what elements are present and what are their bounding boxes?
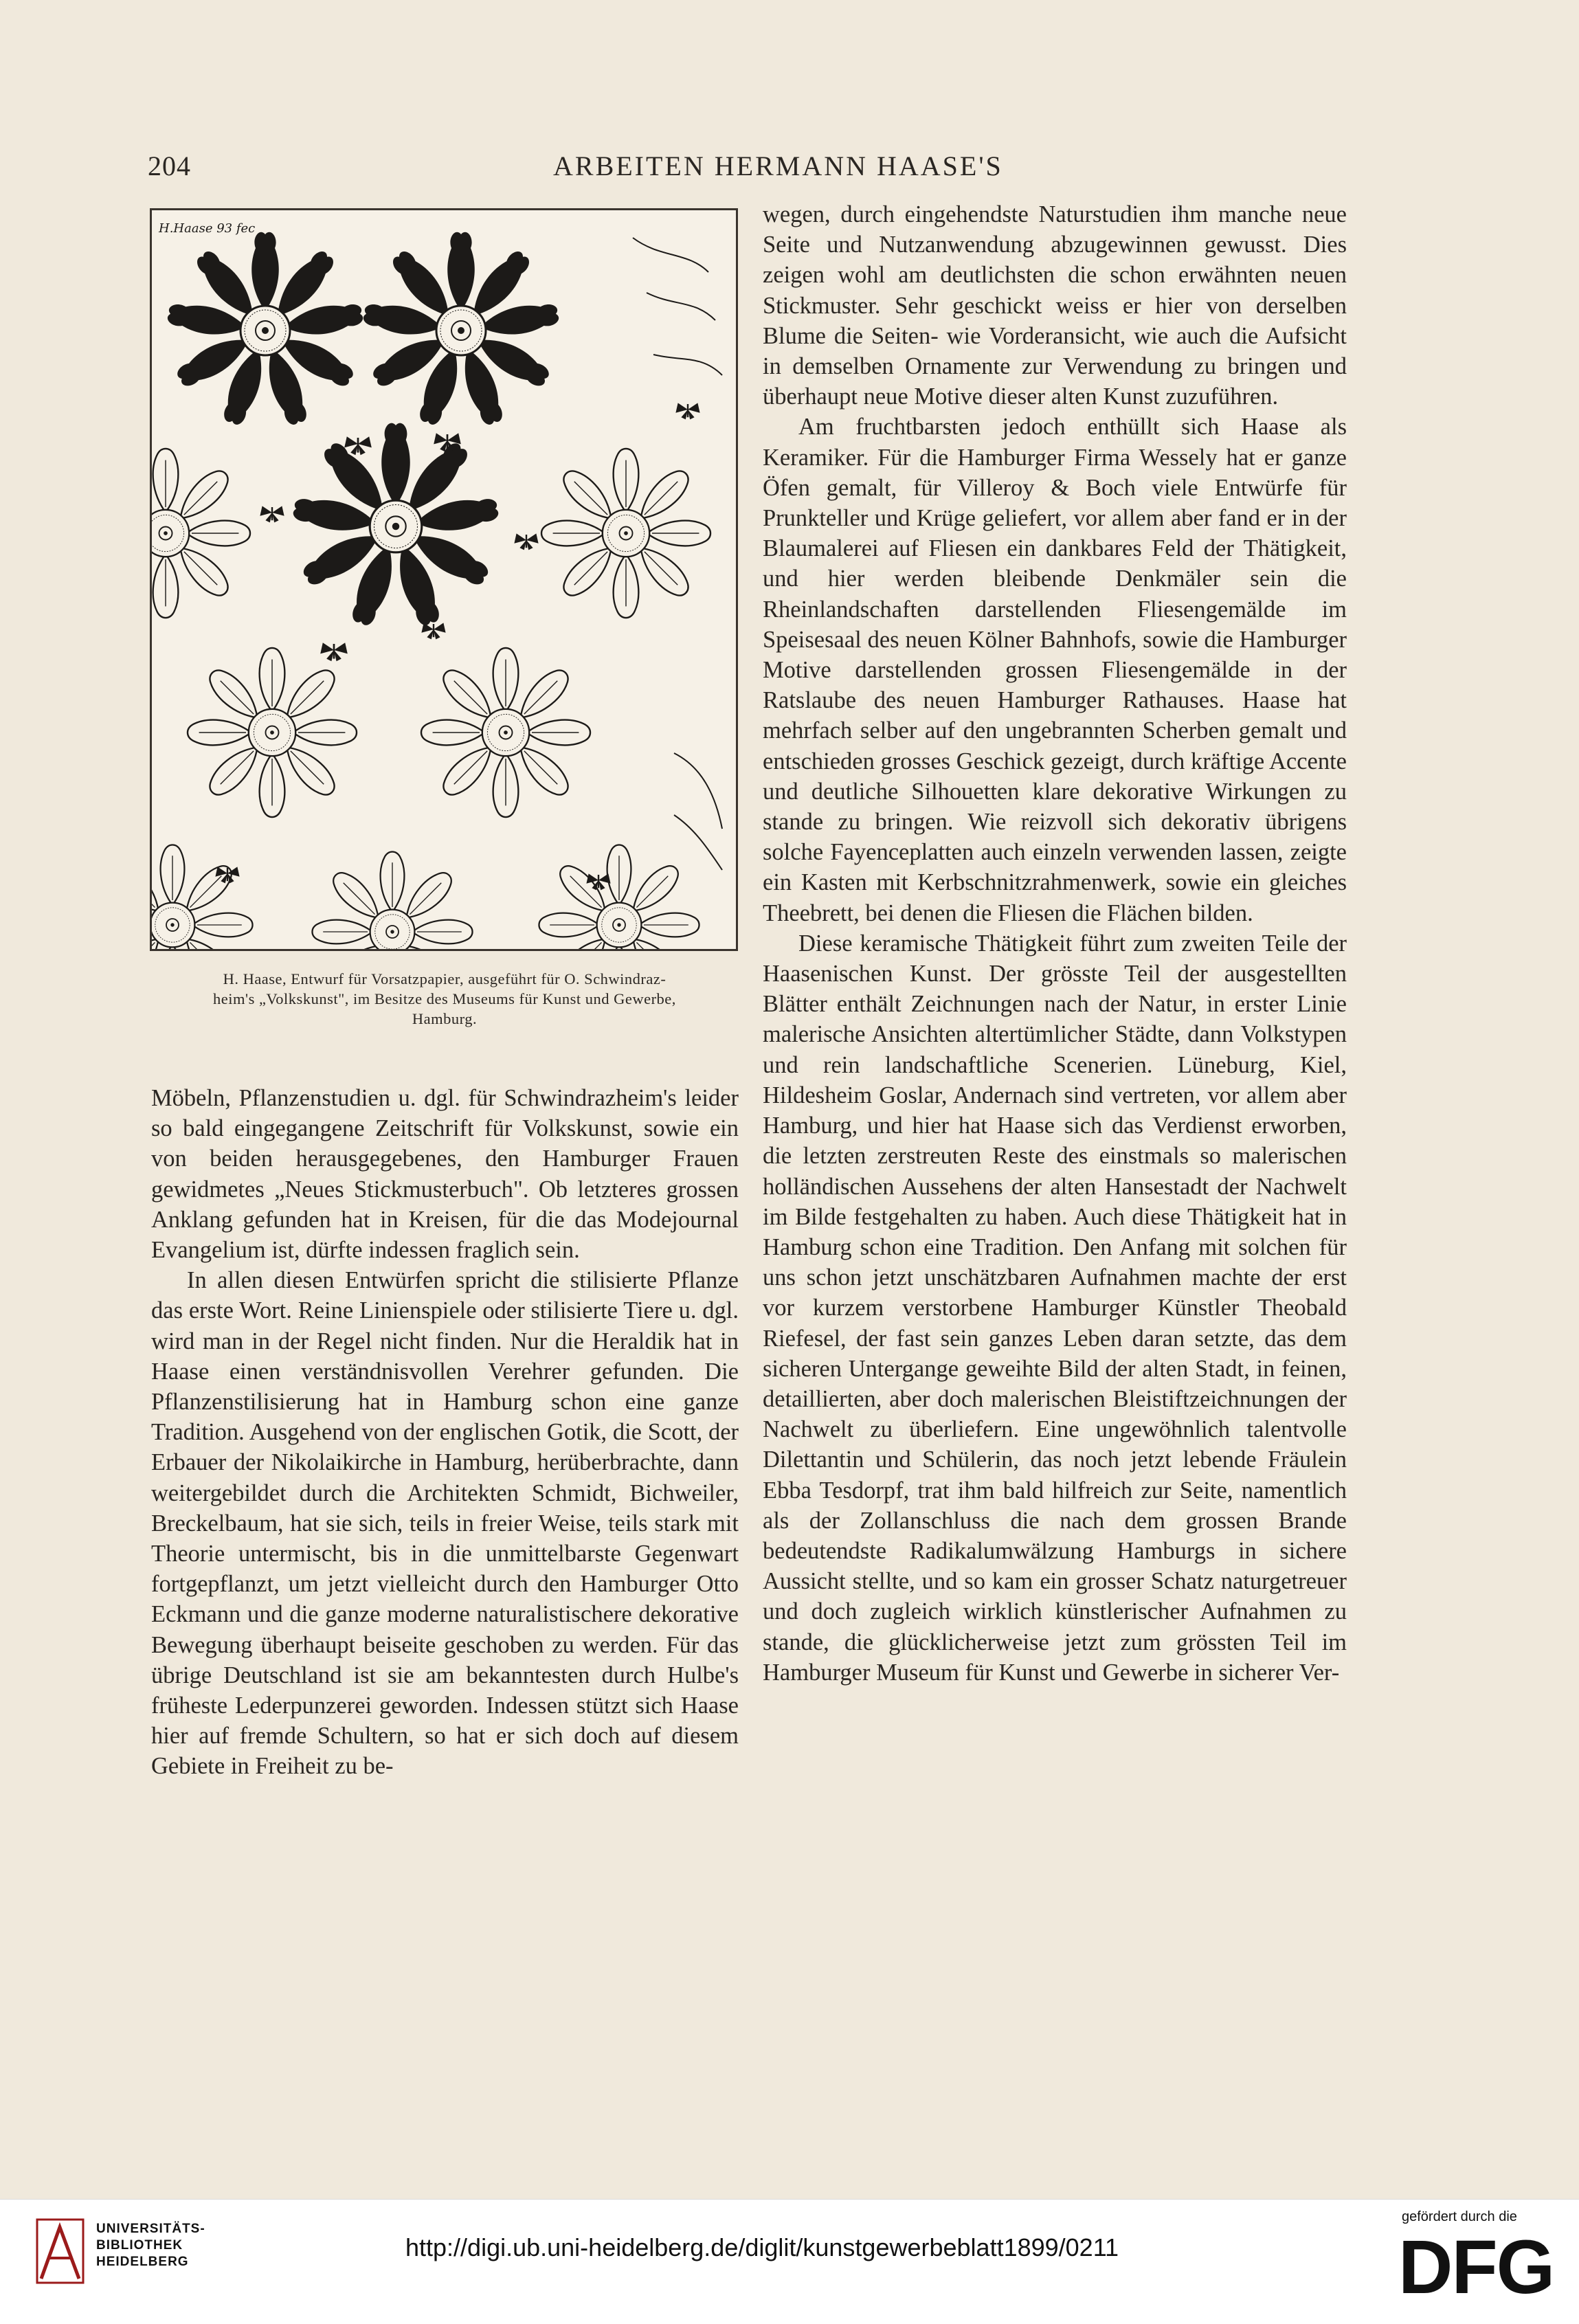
endpaper-design-figure bbox=[150, 208, 738, 951]
funded-by-label: gefördert durch die bbox=[1402, 2209, 1517, 2224]
caption-line: heim's „Volkskunst", im Besitze des Museums für Kunst und Gewerbe, bbox=[213, 990, 676, 1007]
artist-signature: H.Haase 93 fec bbox=[159, 221, 256, 236]
page-number: 204 bbox=[148, 150, 191, 181]
figure-caption bbox=[153, 969, 737, 1029]
floral-pattern-illustration bbox=[152, 210, 736, 949]
caption-line: H. Haase, Entwurf für Vorsatzpapier, ausgeführt für O. Schwindraz- bbox=[223, 970, 667, 987]
paragraph: In allen diesen Entwürfen spricht die stilisierte Pflanze das erste Wort. Reine Linienspiele oder stilisierte Tiere u. dgl. wird man in der Regel nicht finden. Nur die Heraldik hat in Haase einen verständnisvollen Verehrer gefunden. Die Pflanzenstilisierung hat in Hamburg schon eine ganze Tradition. Ausgehend von der englischen Gotik, die Scott, der Erbauer der Nikolaikirche in Hamburg, herüberbrachte, dann weitergebildet durch die Architekten Schmidt, Bichweiler, Breckelbaum, hat sie sich, teils in freier Weise, teils stark mit Theorie untermischt, bis in die unmittelbarste Gegenwart fortgepflanzt, um jetzt vielleicht durch den Hamburger Otto Eckmann und die ganze moderne naturalistischere dekorative Bewegung überhaupt beiseite geschoben zu werden. Für das übrige Deutschland ist sie am bekanntesten durch Hulbe's früheste Lederpunzerei geworden. Indessen stützt sich Haase hier auf fremde Schultern, so hat er sich doch auf diesem Gebiete in Freiheit zu be- bbox=[151, 1267, 739, 1780]
right-text-column bbox=[763, 199, 1347, 1688]
paragraph: Diese keramische Thätigkeit führt zum zweiten Teile der Haasenischen Kunst. Der grösste Teil der ausgestellten Blätter enthält Zeichnungen nach der Natur, in erster Linie malerische Ansichten altertümlicher Städte, dann Volkstypen und rein landschaftliche Scenerien. Lüneburg, Kiel, Hildesheim Goslar, Andernach sind vertreten, vor allem aber Hamburg, und hier hat Haase sich das Verdienst erworben, die letzten zerstreuten Reste des einstmals so malerischen holländischen Aussehens der alten Hansestadt der Nachwelt im Bilde festgehalten zu haben. Auch diese Thätigkeit hat in Hamburg schon eine Tradition. Den Anfang mit solchen für uns schon jetzt unschätzbaren Aufnahmen machte der erst vor kurzem verstorbene Hamburger Künstler Theobald Riefesel, der fast sein ganzes Leben daran setzte, das dem sicheren Untergange geweihte Bild der alten Stadt, in feinen, detaillierten, aber doch malerischen Bleistiftzeichnungen der Nachwelt zu überliefern. Eine ungewöhnlich talentvolle Dilettantin und Schülerin, das noch jetzt lebende Fräulein Ebba Tesdorpf, trat ihm bald hilfreich zur Seite, namentlich als der Zollanschluss die nach dem grossen Brande bedeutendste Radikalumwälzung Hamburgs in sichere Aussicht stellte, und so kam ein grosser Schatz naturgetreuer und doch zugleich wirklich künstlerischer Aufnahmen zu stande, die glücklicherweise jetzt zum grössten Teil im Hamburger Museum für Kunst und Gewerbe in sicherer Ver- bbox=[763, 930, 1347, 1686]
running-title: ARBEITEN HERMANN HAASE'S bbox=[553, 150, 1003, 181]
library-name: UNIVERSITÄTS- BIBLIOTHEK HEIDELBERG bbox=[96, 2222, 205, 2269]
paragraph: Am fruchtbarsten jedoch enthüllt sich Haase als Keramiker. Für die Hamburger Firma Wessely hat er ganze Öfen gemalt, für Villeroy & Boch viele Entwürfe für Prunkteller und Krüge geliefert, vor allem aber fand er in der Blaumalerei auf Fliesen ein dankbares Feld der Thätigkeit, und hier werden bleibende Denkmäler sein die Rheinlandschaften darstellenden Fliesengemälde im Speisesaal des neuen Kölner Bahnhofs, sowie die Hamburger Motive darstellenden grossen Fliesengemälde in der Ratslaube des neuen Hamburger Rathauses. Haase hat mehrfach selber auf den ungebrannten Scherben gemalt und entschieden grosses Geschick gezeigt, durch kräftige Accente und deutliche Silhouetten klare dekorative Wirkungen zu stande zu bringen. Wie reizvoll sich dekorativ übrigens solche Fayenceplatten auch einzeln verwenden lassen, zeigte ein Kasten mit Kerbschnitzrahmenwerk, sowie ein gleiches Theebrett, bei denen die Fliesen die Flächen bilden. bbox=[763, 414, 1347, 926]
paragraph: wegen, durch eingehendste Naturstudien ihm manche neue Seite und Nutzanwendung abzugewinnen gewusst. Dies zeigen wohl am deutlichsten die schon erwähnten neuen Stickmuster. Sehr geschickt weiss er hier von derselben Blume die Seiten- wie Vorderansicht, wie auch die Aufsicht in demselben Ornamente zur Verwendung zu bringen und überhaupt neue Motive dieser alten Kunst zuzuführen. bbox=[763, 201, 1347, 410]
caption-line: Hamburg. bbox=[412, 1010, 478, 1027]
paragraph: Möbeln, Pflanzenstudien u. dgl. für Schwindrazheim's leider so bald eingegangene Zeitschrift für Volkskunst, sowie ein von beiden herausgegebenes, den Hamburger Frauen gewidmetes „Neues Stickmusterbuch". Ob letzteres grossen Anklang gefunden hat in Kreisen, für die das Modejournal Evangelium ist, dürfte indessen fraglich sein. bbox=[151, 1085, 739, 1264]
dfg-logo: DFG bbox=[1398, 2225, 1554, 2310]
source-url-link[interactable]: http://digi.ub.uni-heidelberg.de/diglit/kunstgewerbeblatt1899/0211 bbox=[405, 2233, 1119, 2261]
left-text-column bbox=[151, 1083, 739, 1782]
running-head bbox=[148, 150, 1350, 191]
university-library-logo-icon bbox=[34, 2217, 86, 2286]
